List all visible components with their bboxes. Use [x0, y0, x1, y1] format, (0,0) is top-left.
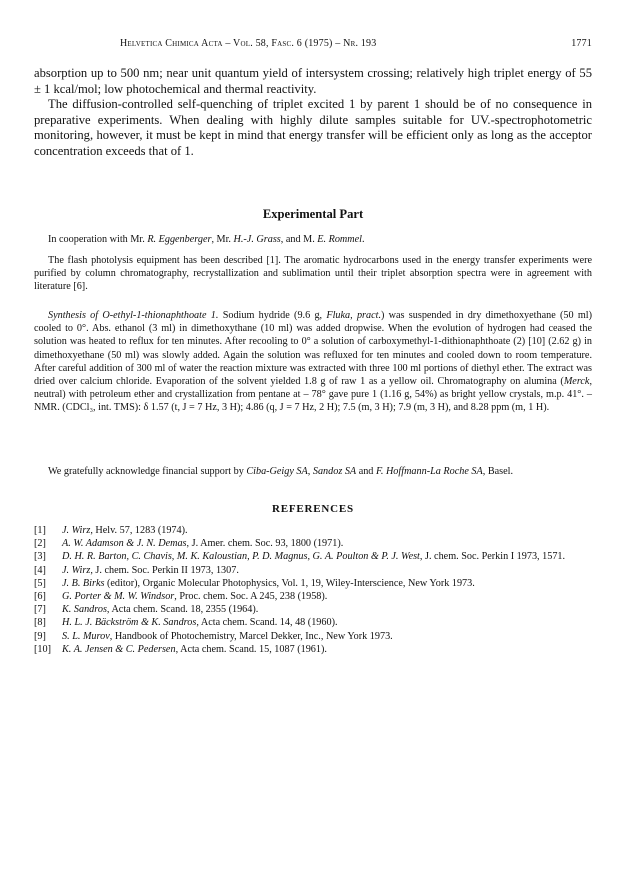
ack-text-c: and: [356, 466, 376, 477]
reference-source: , J. Amer. chem. Soc. 93, 1800 (1971).: [186, 538, 344, 550]
reference-authors: G. Porter & M. W. Windsor: [62, 591, 175, 603]
sponsor-sandoz: Sandoz SA: [312, 466, 357, 477]
synthesis-text-a: Sodium hydride (9.6 g,: [218, 310, 327, 321]
coop-name-2: H.-J. Grass: [233, 234, 281, 245]
reference-authors: H. L. J. Bäckström & K. Sandros: [62, 617, 197, 629]
cooperation-note: [34, 233, 592, 246]
ack-text-a: We gratefully acknowledge financial support by: [48, 466, 247, 477]
sponsor-ciba: Ciba-Geigy SA: [246, 466, 308, 477]
reference-item: [34, 616, 592, 629]
reference-source: , Acta chem. Scand. 14, 48 (1960).: [196, 617, 338, 629]
sponsor-roche: F. Hoffmann-La Roche SA: [375, 466, 483, 477]
intro-paragraph-1: absorption up to 500 nm; near unit quantum yield of intersystem crossing; relatively high triplet energy of 55 ± 1 kcal/mol; low photochemical and thermal reactivity.: [34, 66, 592, 96]
reference-item: [34, 603, 592, 616]
reference-number: [2]: [34, 538, 46, 550]
page-number: 1771: [571, 38, 592, 49]
reference-number: [10]: [34, 643, 51, 655]
synthesis-paragraph: [34, 309, 592, 415]
reference-item: [34, 564, 592, 577]
synthesis-title: Synthesis of O-ethyl-1-thionaphthoate 1.: [48, 310, 219, 321]
coop-mid-2: , and M.: [280, 234, 318, 245]
reference-source: , Acta chem. Scand. 18, 2355 (1964).: [106, 604, 259, 616]
reference-number: [5]: [34, 577, 46, 589]
reference-source: , Proc. chem. Soc. A 245, 238 (1958).: [174, 591, 328, 603]
reference-authors: K. A. Jensen & C. Pedersen: [62, 643, 176, 655]
reference-number: [9]: [34, 630, 46, 642]
running-title: Helvetica Chimica Acta – Vol. 58, Fasc. 6 (1975) – Nr. 193: [120, 38, 377, 49]
supplier-merck: Merck: [563, 376, 590, 388]
reference-authors: J. Wirz: [62, 525, 91, 536]
reference-authors: J. Wirz: [62, 564, 91, 576]
flash-text: The flash photolysis equipment has been described [1]. The aromatic hydrocarbons used in the energy transfer experiments were purified by column chromatography, recrystallization and sublimation until their triplet absorption spectra were in agreement with literature [6].: [34, 255, 592, 293]
references-list: [34, 524, 592, 656]
reference-source: (editor), Organic Molecular Photophysics, Vol. 1, 19, Wiley-Interscience, New York 1973.: [104, 577, 475, 589]
coop-name-1: R. Eggenberger: [147, 234, 212, 245]
acknowledgement: [34, 465, 592, 478]
flash-photolysis-paragraph: [34, 254, 592, 294]
ack-text-d: , Basel.: [482, 466, 514, 477]
ack-text-b: ,: [307, 466, 313, 477]
running-header: [34, 38, 592, 54]
reference-number: [4]: [34, 564, 46, 576]
reference-item: [34, 524, 592, 537]
reference-number: [6]: [34, 591, 46, 603]
section-title: Experimental Part: [262, 207, 364, 221]
reference-item: [34, 643, 592, 656]
reference-item: [34, 590, 592, 603]
reference-authors: D. H. R. Barton, C. Chavis, M. K. Kaloustian, P. D. Magnus, G. A. Poulton & P. J. West: [62, 551, 420, 563]
reference-number: [1]: [34, 525, 46, 536]
reference-item: [34, 577, 592, 590]
reference-item: [34, 537, 592, 550]
supplier-fluka: Fluka, pract.: [326, 310, 382, 321]
intro-paragraph-2: The diffusion-controlled self-quenching of triplet excited 1 by parent 1 should be of no consequence in preparative experiments. When dealing with highly dilute samples suitable for UV.-spectrophotometric monitoring, however, it must be kept in mind that energy transfer will be efficient only as long as the acceptor concentration exceeds that of 1.: [34, 97, 592, 158]
synthesis-text-c: , neutral) with petroleum ether and crystallization from pentane at – 78° gave pure 1 (1.16 g, 54%) as bright yellow crystals, m.p. 41°. – NMR. (CDCl₃, int. TMS): δ 1.57 (t, J = 7 Hz, 3 H); 4.86 (q, J = 7 Hz, 2 H); 7.5 (m, 3 H); 7.9 (m, 3 H), and 8.28 ppm (m, 1 H).: [34, 376, 592, 414]
coop-name-3: E. Rommel: [317, 234, 362, 245]
reference-source: , J. chem. Soc. Perkin I 1973, 1571.: [419, 551, 566, 563]
reference-authors: A. W. Adamson & J. N. Demas: [62, 538, 187, 550]
coop-mid-1: , Mr.: [211, 234, 234, 245]
reference-authors: K. Sandros: [62, 604, 107, 616]
reference-source: , Helv. 57, 1283 (1974).: [90, 525, 188, 536]
reference-source: , Acta chem. Scand. 15, 1087 (1961).: [175, 643, 327, 655]
reference-number: [3]: [34, 551, 46, 563]
references-title: REFERENCES: [272, 503, 354, 515]
reference-authors: J. B. Birks: [62, 577, 105, 589]
reference-number: [7]: [34, 604, 46, 616]
reference-source: , Handbook of Photochemistry, Marcel Dekker, Inc., New York 1973.: [109, 630, 393, 642]
intro-text: [34, 66, 592, 160]
coop-end: .: [362, 234, 365, 245]
reference-item: [34, 630, 592, 643]
reference-authors: S. L. Murov: [62, 630, 110, 642]
reference-number: [8]: [34, 617, 46, 629]
synthesis-text-b: ) was suspended in dry dimethoxyethane (50 ml) cooled to 0°. Abs. ethanol (3 ml) in dimethoxythane (10 ml) was added dropwise. When the evolution of hydrogen had ceased the solution was heated to reflux for ten minutes. After recooling to 0° a solution of carboxymethyl-1-dithionaphthoate (2) [10] (2.62 g) in dimethoxyethane (50 ml) was slowly added. Again the solution was refluxed for ten minutes and cooled down to room temperature. After careful addition of 300 ml of water the reaction mixture was extracted with three 100 ml portions of diethyl ether. The extract was dried over calcium chloride. Evaporation of the solvent yielded 1.8 g of raw 1 as a yellow oil. Chromatography on alumina (: [34, 310, 592, 388]
coop-prefix: In cooperation with Mr.: [48, 234, 148, 245]
reference-item: [34, 550, 592, 563]
reference-source: , J. chem. Soc. Perkin II 1973, 1307.: [90, 564, 239, 576]
